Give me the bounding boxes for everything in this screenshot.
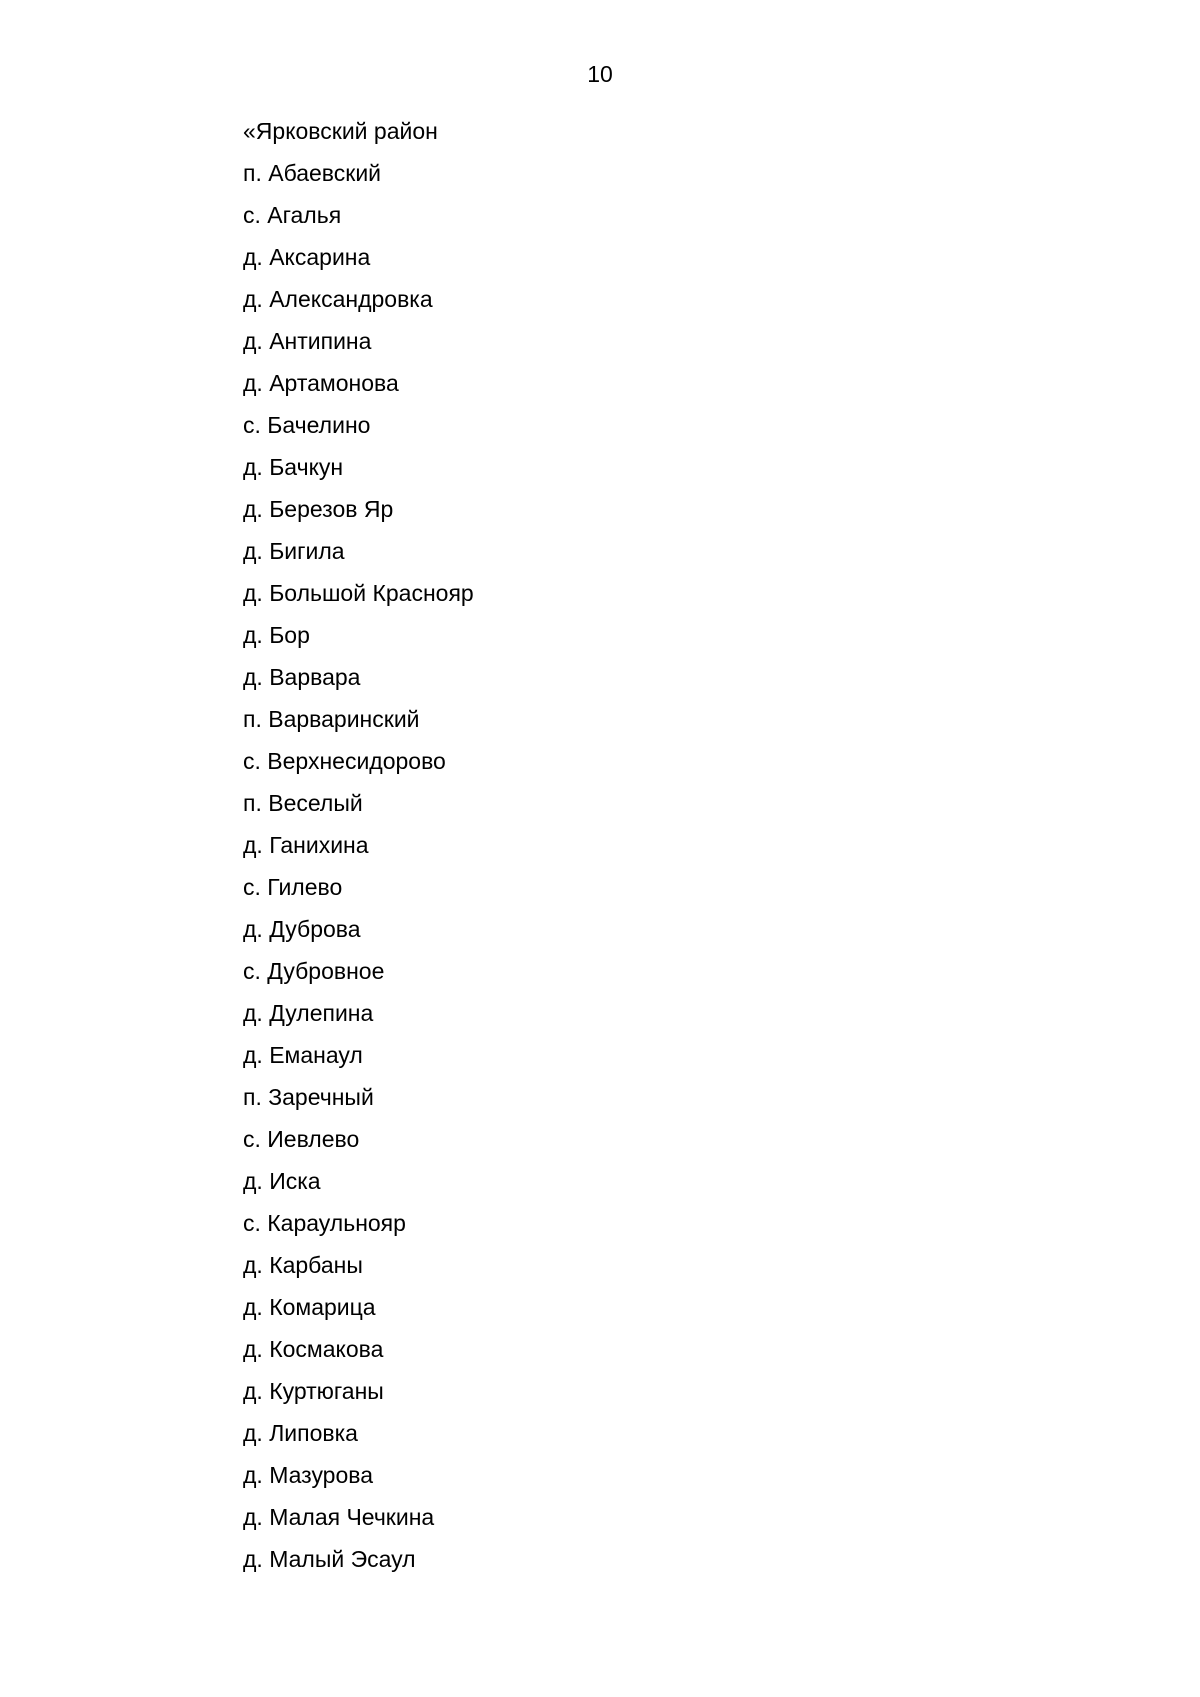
list-item: д. Антипина — [243, 328, 372, 354]
list-item: д. Малая Чечкина — [243, 1504, 435, 1530]
list-item: п. Абаевский — [243, 160, 382, 186]
list-item: с. Гилево — [243, 874, 343, 900]
list-item: д. Бачкун — [243, 454, 344, 480]
list-item: с. Верхнесидорово — [243, 748, 446, 774]
list-item: д. Иска — [243, 1168, 321, 1194]
district-heading: «Ярковский район — [243, 118, 438, 144]
list-item: п. Варваринский — [243, 706, 420, 732]
list-item: д. Аксарина — [243, 244, 371, 270]
list-item: д. Комарица — [243, 1294, 376, 1320]
list-item: д. Ганихина — [243, 832, 369, 858]
list-item: с. Иевлево — [243, 1126, 360, 1152]
list-item: д. Липовка — [243, 1420, 358, 1446]
list-item: д. Куртюганы — [243, 1378, 384, 1404]
settlement-list — [243, 117, 474, 1587]
list-item: с. Агалья — [243, 202, 342, 228]
list-item: с. Бачелино — [243, 412, 371, 438]
list-item: с. Дубровное — [243, 958, 385, 984]
list-item: д. Еманаул — [243, 1042, 363, 1068]
list-item: п. Веселый — [243, 790, 363, 816]
list-item: д. Мазурова — [243, 1462, 374, 1488]
list-item: п. Заречный — [243, 1084, 374, 1110]
list-item: д. Космакова — [243, 1336, 384, 1362]
list-item: д. Дулепина — [243, 1000, 374, 1026]
list-item: д. Карбаны — [243, 1252, 363, 1278]
list-item: д. Большой Краснояр — [243, 580, 474, 606]
list-item: д. Бор — [243, 622, 310, 648]
list-item: д. Бигила — [243, 538, 345, 564]
list-item: д. Дуброва — [243, 916, 361, 942]
page-number: 10 — [587, 61, 613, 87]
list-item: д. Артамонова — [243, 370, 399, 396]
list-item: д. Малый Эсаул — [243, 1546, 416, 1572]
list-item: с. Караульнояр — [243, 1210, 406, 1236]
list-item: д. Варвара — [243, 664, 361, 690]
list-item: д. Березов Яр — [243, 496, 394, 522]
list-item: д. Александровка — [243, 286, 433, 312]
